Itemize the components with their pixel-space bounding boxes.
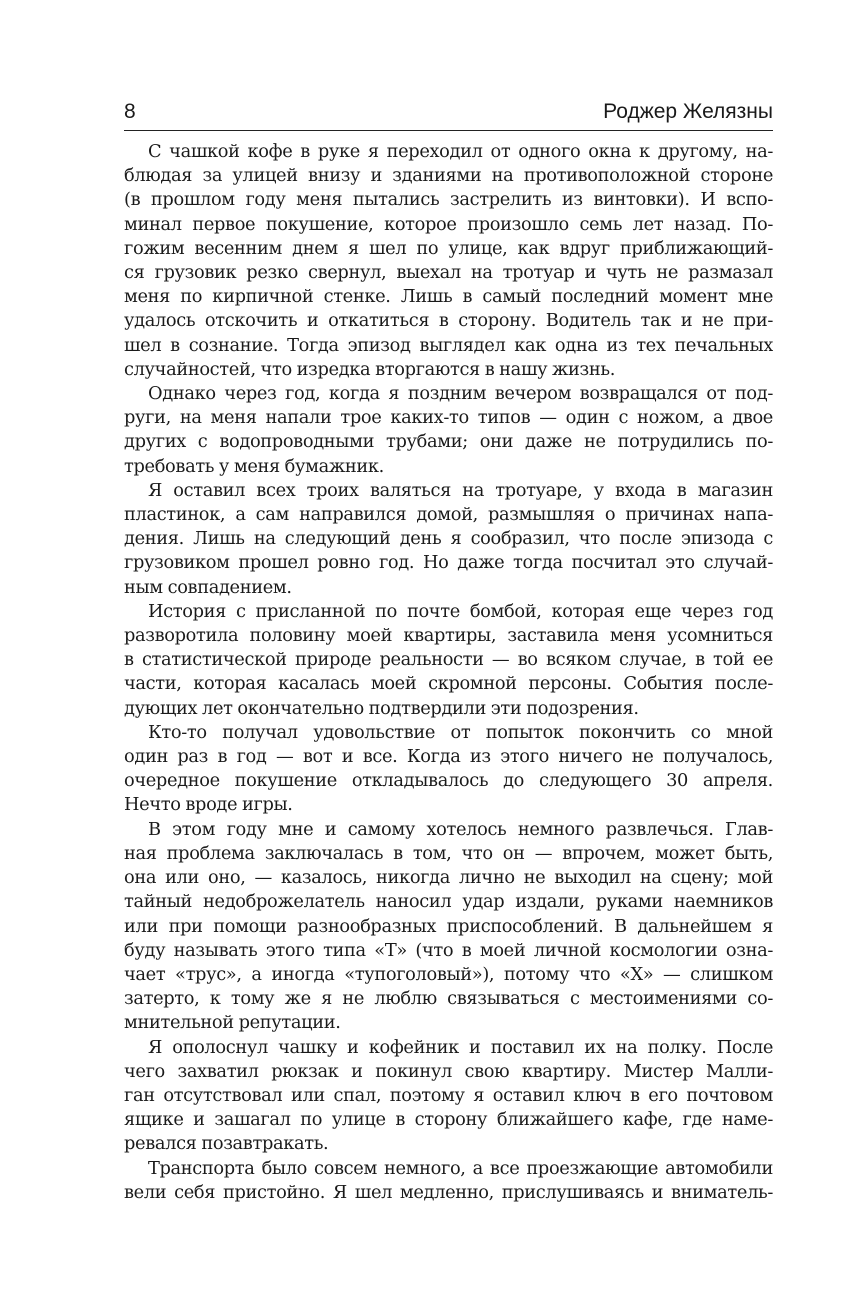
- paragraph: [124, 479, 773, 600]
- text-line: буду называть этого типа «Т» (что в моей личной космологии озна-: [124, 939, 773, 961]
- paragraph: [124, 140, 773, 382]
- paragraph: [124, 600, 773, 721]
- text-line: Кто-то получал удовольствие от попыток покончить со мной: [148, 721, 773, 743]
- text-line: один раз в год — вот и все. Когда из этого ничего не получалось,: [124, 746, 773, 768]
- text-line: Однако через год, когда я поздним вечером возвращался от под-: [148, 383, 773, 405]
- text-line: пластинок, а сам направился домой, размышляя о причинах напа-: [124, 504, 773, 526]
- text-line: гожим весенним днем я шел по улице, как вдруг приближающий-: [124, 237, 773, 259]
- text-line: ным совпадением.: [124, 576, 292, 598]
- text-line: Транспорта было совсем немного, а все проезжающие автомобили: [148, 1157, 773, 1179]
- text-line: затерто, к тому же я не люблю связываться с местоимениями со-: [124, 988, 773, 1010]
- text-line: Нечто вроде игры.: [124, 794, 293, 816]
- text-line: вели себя пристойно. Я шел медленно, прислушиваясь и вниматель-: [124, 1181, 773, 1203]
- text-line: В этом году мне и самому хотелось немного развлечься. Глав-: [148, 818, 773, 840]
- text-line: дения. Лишь на следующий день я сообразил, что после эпизода с: [124, 528, 773, 550]
- text-line: руги, на меня напали трое каких-то типов — один с ножом, а двое: [124, 407, 773, 429]
- page-header: [124, 98, 773, 131]
- text-line: меня по кирпичной стенке. Лишь в самый последний момент мне: [124, 286, 773, 308]
- text-line: шел в сознание. Тогда эпизод выглядел как одна из тех печальных: [124, 334, 773, 356]
- text-line: С чашкой кофе в руке я переходил от одного окна к другому, на-: [148, 141, 773, 162]
- text-line: разворотила половину моей квартиры, заставила меня усомниться: [124, 625, 773, 647]
- body-text: [124, 140, 773, 1205]
- paragraph: [124, 382, 773, 479]
- text-line: требовать у меня бумажник.: [124, 455, 384, 477]
- text-line: или при помощи разнообразных приспособлений. В дальнейшем я: [124, 915, 773, 937]
- text-line: удалось отскочить и откатиться в сторону. Водитель так и не при-: [124, 310, 773, 332]
- page-number: 8: [124, 100, 136, 123]
- paragraph: [124, 818, 773, 1036]
- text-line: чает «трус», а иногда «тупоголовый»), потому что «Х» — слишком: [124, 963, 773, 985]
- text-line: ная проблема заключалась в том, что он — впрочем, может быть,: [124, 842, 773, 864]
- paragraph: [124, 1157, 773, 1205]
- text-line: Я оставил всех троих валяться на тротуаре, у входа в магазин: [148, 479, 773, 501]
- text-line: части, которая касалась моей скромной персоны. События после-: [124, 673, 773, 695]
- text-line: очередное покушение откладывалось до следующего 30 апреля.: [124, 770, 773, 792]
- text-line: минал первое покушение, которое произошло семь лет назад. По-: [124, 213, 773, 235]
- text-line: дующих лет окончательно подтвердили эти подозрения.: [124, 697, 639, 719]
- text-line: (в прошлом году меня пытались застрелить из винтовки). И вспо-: [124, 189, 773, 211]
- paragraph: [124, 721, 773, 818]
- text-line: История с присланной по почте бомбой, которая еще через год: [148, 600, 773, 622]
- text-line: в статистической природе реальности — во всяком случае, в той ее: [124, 649, 773, 671]
- text-line: других с водопроводными трубами; они даже не потрудились по-: [124, 431, 773, 453]
- text-line: ся грузовик резко свернул, выехал на тротуар и чуть не размазал: [124, 262, 773, 284]
- text-line: чего захватил рюкзак и покинул свою квартиру. Мистер Малли-: [124, 1060, 773, 1082]
- text-line: грузовиком прошел ровно год. Но даже тогда посчитал это случай-: [124, 552, 773, 574]
- text-line: ган отсутствовал или спал, поэтому я оставил ключ в его почтовом: [124, 1084, 773, 1106]
- text-line: тайный недоброжелатель наносил удар издали, руками наемников: [124, 891, 773, 913]
- text-line: блюдая за улицей внизу и зданиями на противоположной стороне: [124, 165, 773, 187]
- text-line: ящике и зашагал по улице в сторону ближайшего кафе, где наме-: [124, 1109, 773, 1131]
- text-line: мнительной репутации.: [124, 1012, 341, 1034]
- text-line: ревался позавтракать.: [124, 1133, 329, 1155]
- text-line: Я ополоснул чашку и кофейник и поставил их на полку. После: [148, 1036, 773, 1058]
- text-line: случайностей, что изредка вторгаются в нашу жизнь.: [124, 358, 616, 380]
- running-head-author: Роджер Желязны: [603, 100, 773, 123]
- text-line: она или оно, — казалось, никогда лично не выходил на сцену; мой: [124, 867, 773, 889]
- paragraph: [124, 1036, 773, 1157]
